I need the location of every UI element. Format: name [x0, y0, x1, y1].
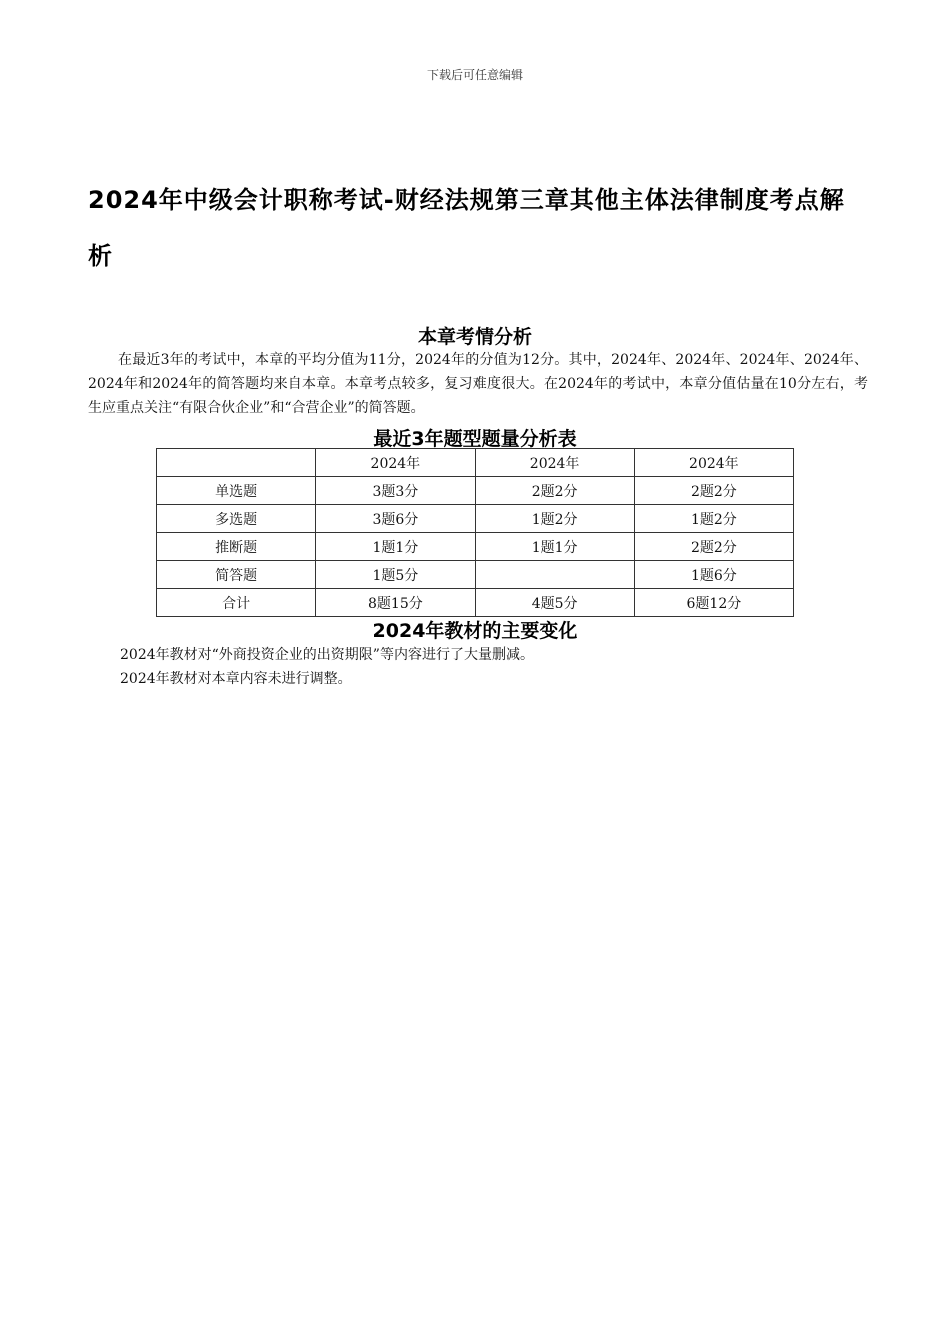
table-cell: 3题3分 — [316, 477, 475, 505]
table-cell: 1题2分 — [475, 505, 634, 533]
table-cell: 2题2分 — [475, 477, 634, 505]
table-header-cell: 2024年 — [316, 449, 475, 477]
table-row — [157, 533, 794, 561]
table-cell: 6题12分 — [634, 589, 793, 617]
table-total-row — [157, 589, 794, 617]
table-cell: 多选题 — [157, 505, 316, 533]
document-title: 2024年中级会计职称考试-财经法规第三章其他主体法律制度考点解析 — [88, 186, 845, 270]
table-cell: 1题1分 — [316, 533, 475, 561]
table-cell: 2题2分 — [634, 477, 793, 505]
table-cell: 1题2分 — [634, 505, 793, 533]
table-header-row — [157, 449, 794, 477]
table-cell: 8题15分 — [316, 589, 475, 617]
table-header-cell — [157, 449, 316, 477]
header-note: 下载后可任意编辑 — [426, 68, 523, 82]
table-row — [157, 477, 794, 505]
analysis-paragraph: 在最近3年的考试中，本章的平均分值为11分，2024年的分值为12分。其中，2024年、2024年、2024年、2024年、2024年和2024年的简答题均来自本章。本章考点较多，复习难度很大。在2024年的考试中，本章分值估量在10分左右，考生应重点关注“有限合伙企业”和“合营企业”的简答题。 — [88, 352, 868, 416]
table-cell: 1题5分 — [316, 561, 475, 589]
change-line: 2024年教材对“外商投资企业的出资期限”等内容进行了大量删减。 — [120, 647, 534, 663]
table-cell — [475, 561, 634, 589]
table-heading: 最近3年题型题量分析表 — [373, 428, 577, 450]
table-cell: 3题6分 — [316, 505, 475, 533]
table-cell: 1题6分 — [634, 561, 793, 589]
table-cell: 推断题 — [157, 533, 316, 561]
table-header-cell: 2024年 — [475, 449, 634, 477]
question-stats-table — [156, 448, 794, 617]
table-row — [157, 505, 794, 533]
analysis-heading: 本章考情分析 — [417, 326, 532, 348]
table-cell: 合计 — [157, 589, 316, 617]
table-cell: 单选题 — [157, 477, 316, 505]
table-cell: 4题5分 — [475, 589, 634, 617]
table-header-cell: 2024年 — [634, 449, 793, 477]
changes-heading: 2024年教材的主要变化 — [372, 620, 578, 642]
table-row — [157, 561, 794, 589]
change-line: 2024年教材对本章内容未进行调整。 — [120, 671, 352, 687]
table-cell: 简答题 — [157, 561, 316, 589]
table-cell: 2题2分 — [634, 533, 793, 561]
table-cell: 1题1分 — [475, 533, 634, 561]
